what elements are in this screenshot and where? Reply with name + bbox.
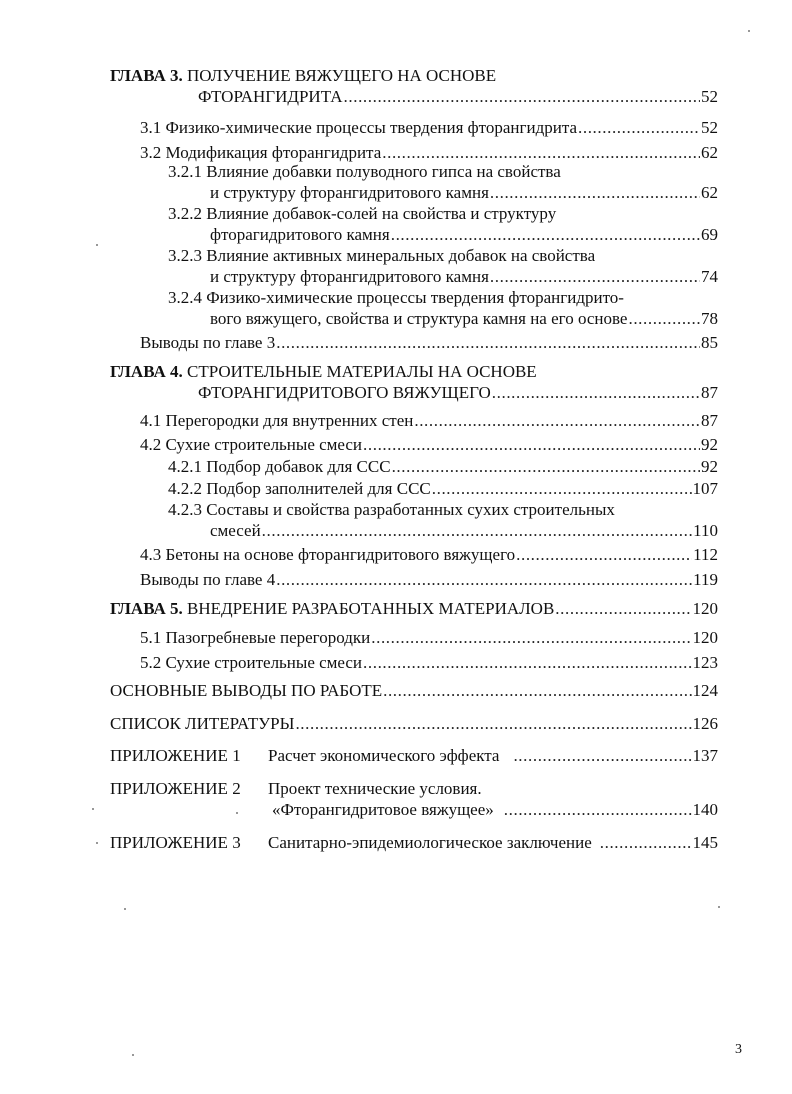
leader-dots bbox=[578, 117, 700, 139]
entry-text: 3.2.4 Физико-химические процессы твердения фторангидрито- bbox=[168, 288, 624, 307]
entry-text: 4.1 Перегородки для внутренних стен bbox=[140, 411, 414, 430]
entry-text: 4.2.3 Составы и свойства разработанных сухих строительных bbox=[168, 500, 615, 519]
toc-entry bbox=[110, 680, 718, 702]
leader-dots bbox=[392, 456, 700, 478]
chapter-4-heading bbox=[110, 361, 710, 383]
page-ref: 110 bbox=[693, 521, 718, 540]
chapter-title-cont: ФТОРАНГИДРИТА bbox=[198, 87, 343, 106]
page-ref: 112 bbox=[693, 545, 718, 564]
page-ref: 62 bbox=[701, 183, 718, 202]
leader-dots bbox=[516, 544, 692, 566]
chapter-title: ВНЕДРЕНИЕ РАЗРАБОТАННЫХ МАТЕРИАЛОВ bbox=[187, 599, 555, 618]
toc-entry bbox=[140, 627, 718, 649]
scan-speck bbox=[96, 842, 98, 844]
entry-text: 3.2 Модификация фторангидрита bbox=[140, 143, 382, 162]
page-ref: 52 bbox=[701, 87, 718, 106]
page-ref: 52 bbox=[701, 118, 718, 137]
toc-appendix-2 bbox=[110, 778, 718, 800]
entry-text: и структуру фторангидритового камня bbox=[210, 183, 489, 202]
page-number: 3 bbox=[735, 1042, 742, 1057]
toc-entry bbox=[272, 799, 718, 821]
page-ref: 119 bbox=[693, 570, 718, 589]
appendix-label: ПРИЛОЖЕНИЕ 3 bbox=[110, 833, 241, 852]
page-ref: 87 bbox=[701, 383, 718, 402]
entry-text: вого вяжущего, свойства и структура камня на его основе bbox=[210, 309, 628, 328]
entry-text: фторагидритового камня bbox=[210, 225, 390, 244]
leader-dots bbox=[276, 332, 700, 354]
toc-entry bbox=[210, 520, 718, 542]
page-ref: 78 bbox=[701, 309, 718, 328]
toc-entry bbox=[198, 86, 718, 108]
entry-text: Санитарно-эпидемиологическое заключение bbox=[268, 833, 592, 852]
toc-entry bbox=[140, 332, 718, 354]
entry-text: 4.2.1 Подбор добавок для ССС bbox=[168, 457, 391, 476]
chapter-title: ПОЛУЧЕНИЕ ВЯЖУЩЕГО НА ОСНОВЕ bbox=[187, 66, 497, 85]
toc-entry-line bbox=[168, 203, 718, 225]
toc-entry bbox=[198, 382, 718, 404]
toc-entry bbox=[168, 456, 718, 478]
toc-entry bbox=[210, 308, 718, 330]
page-ref: 140 bbox=[692, 800, 718, 819]
page-ref: 126 bbox=[692, 714, 718, 733]
page-ref: 92 bbox=[701, 457, 718, 476]
scan-speck bbox=[124, 908, 126, 910]
leader-dots bbox=[344, 86, 700, 108]
entry-text: 4.3 Бетоны на основе фторангидритового вяжущего bbox=[140, 545, 516, 564]
scan-speck bbox=[92, 808, 94, 810]
toc-appendix-3 bbox=[110, 832, 718, 854]
page-ref: 120 bbox=[692, 599, 718, 618]
entry-text: Выводы по главе 3 bbox=[140, 333, 276, 352]
toc-appendix-1 bbox=[110, 745, 718, 767]
appendix-label: ПРИЛОЖЕНИЕ 2 bbox=[110, 779, 241, 798]
toc-entry bbox=[140, 652, 718, 674]
scan-speck bbox=[718, 906, 720, 908]
toc-entry-line bbox=[168, 245, 718, 267]
toc-entry-line bbox=[168, 287, 718, 309]
toc-entry bbox=[168, 478, 718, 500]
entry-text: 3.2.3 Влияние активных минеральных добавок на свойства bbox=[168, 246, 596, 265]
toc-entry bbox=[210, 266, 718, 288]
entry-text: 5.1 Пазогребневые перегородки bbox=[140, 628, 371, 647]
toc-entry bbox=[140, 569, 718, 591]
leader-dots bbox=[628, 308, 700, 330]
toc-entry bbox=[140, 544, 718, 566]
entry-text: Проект технические условия. bbox=[268, 779, 482, 798]
toc-entry-line bbox=[168, 161, 718, 183]
scan-speck bbox=[748, 30, 750, 32]
chapter-5-heading bbox=[110, 598, 718, 620]
toc-entry bbox=[140, 434, 718, 456]
page-ref: 69 bbox=[701, 225, 718, 244]
chapter-title: СТРОИТЕЛЬНЫЕ МАТЕРИАЛЫ НА ОСНОВЕ bbox=[187, 362, 537, 381]
leader-dots bbox=[276, 569, 692, 591]
entry-text: 3.2.1 Влияние добавки полуводного гипса на свойства bbox=[168, 162, 561, 181]
leader-dots bbox=[555, 598, 691, 620]
page-ref: 74 bbox=[701, 267, 718, 286]
leader-dots bbox=[504, 799, 692, 821]
page-ref: 107 bbox=[692, 479, 718, 498]
toc-entry-line bbox=[168, 499, 718, 521]
scan-speck bbox=[96, 244, 98, 246]
leader-dots bbox=[295, 713, 691, 735]
page-ref: 92 bbox=[701, 435, 718, 454]
chapter-label: ГЛАВА 3. bbox=[110, 66, 183, 85]
scan-speck bbox=[236, 812, 238, 814]
leader-dots bbox=[432, 478, 692, 500]
leader-dots bbox=[414, 410, 700, 432]
leader-dots bbox=[363, 652, 691, 674]
leader-dots bbox=[490, 266, 700, 288]
toc-entry bbox=[210, 224, 718, 246]
entry-text: 3.2.2 Влияние добавок-солей на свойства и структуру bbox=[168, 204, 557, 223]
entry-text: Выводы по главе 4 bbox=[140, 570, 276, 589]
toc-entry bbox=[110, 713, 718, 735]
leader-dots bbox=[262, 520, 692, 542]
scan-speck bbox=[132, 1054, 134, 1056]
page-ref: 87 bbox=[701, 411, 718, 430]
page-ref: 85 bbox=[701, 333, 718, 352]
leader-dots bbox=[513, 745, 691, 767]
toc-entry bbox=[140, 117, 718, 139]
entry-text: «Фторангидритовое вяжущее» bbox=[272, 800, 494, 819]
page-ref: 124 bbox=[692, 681, 718, 700]
page-ref: 123 bbox=[692, 653, 718, 672]
page-ref: 145 bbox=[692, 833, 718, 852]
entry-text: 5.2 Сухие строительные смеси bbox=[140, 653, 363, 672]
chapter-label: ГЛАВА 5. bbox=[110, 599, 183, 618]
toc-entry bbox=[140, 410, 718, 432]
entry-text: и структуру фторангидритового камня bbox=[210, 267, 489, 286]
leader-dots bbox=[363, 434, 700, 456]
leader-dots bbox=[600, 832, 692, 854]
entry-text: 4.2 Сухие строительные смеси bbox=[140, 435, 363, 454]
entry-text: ОСНОВНЫЕ ВЫВОДЫ ПО РАБОТЕ bbox=[110, 681, 383, 700]
toc-entry bbox=[210, 182, 718, 204]
entry-text: 4.2.2 Подбор заполнителей для ССС bbox=[168, 479, 431, 498]
leader-dots bbox=[383, 680, 691, 702]
appendix-label: ПРИЛОЖЕНИЕ 1 bbox=[110, 746, 241, 765]
page-ref: 137 bbox=[692, 746, 718, 765]
chapter-3-heading bbox=[110, 65, 710, 87]
page-ref: 120 bbox=[692, 628, 718, 647]
entry-text: Расчет экономического эффекта bbox=[268, 746, 500, 765]
leader-dots bbox=[492, 382, 700, 404]
entry-text: СПИСОК ЛИТЕРАТУРЫ bbox=[110, 714, 295, 733]
page-ref: 62 bbox=[701, 143, 718, 162]
entry-text: смесей bbox=[210, 521, 261, 540]
chapter-label: ГЛАВА 4. bbox=[110, 362, 183, 381]
entry-text: 3.1 Физико-химические процессы твердения фторангидрита bbox=[140, 118, 577, 137]
leader-dots bbox=[371, 627, 691, 649]
chapter-title-cont: ФТОРАНГИДРИТОВОГО ВЯЖУЩЕГО bbox=[198, 383, 491, 402]
leader-dots bbox=[391, 224, 700, 246]
leader-dots bbox=[490, 182, 700, 204]
